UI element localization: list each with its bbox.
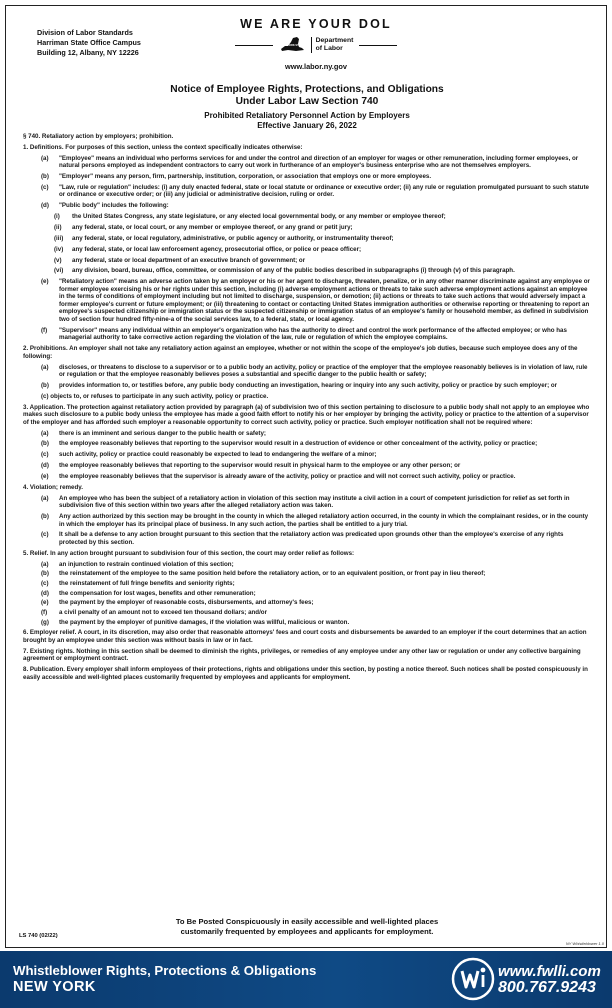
address-line: Building 12, Albany, NY 12226 <box>37 48 139 57</box>
paragraph-3b: (b) the employee reasonably believes that reporting to the supervisor would result in a destruction of evidence or other concealment of the activity, policy or practice; <box>41 440 538 448</box>
notice-subtitle: Under Labor Law Section 740 <box>235 96 379 107</box>
address-line: Harriman State Office Campus <box>37 38 141 47</box>
paragraph-5d: (d) the compensation for lost wages, benefits and other remuneration; <box>41 589 256 597</box>
notice-title: Notice of Employee Rights, Protections, and Obligations <box>170 84 444 95</box>
rule-right <box>359 45 397 46</box>
subparagraph-iv: (iv) any federal, state, or local law enforcement agency, prosecutorial office, or police or peace officer; <box>54 245 362 253</box>
slogan: WE ARE YOUR DOL <box>240 17 392 31</box>
dol-masthead <box>216 17 416 71</box>
subdivision-7: 7. Existing rights. Nothing in this section shall be deemed to diminish the rights, privileges, or remedies of any employee under any other law or regulation or under any collective bargaining agreement or employment contract. <box>23 647 581 663</box>
paragraph-5a: (a) an injunction to restrain continued violation of this section; <box>41 560 234 568</box>
subdivision-8: 8. Publication. Every employer shall inform employees of their protections, rights and obligations under this section, by posting a notice thereof. Such notices shall be posted conspicuously in easily accessible and well-lighted places customarily frequented by employees and applicants for employment. <box>23 666 588 681</box>
banner-state: NEW YORK <box>13 979 96 995</box>
subdivision-5: 5. Relief. In any action brought pursuant to subdivision four of this section, the court may order relief as follows: <box>23 549 355 557</box>
posting-requirement <box>6 917 608 937</box>
paragraph-3a: (a) there is an imminent and serious danger to the public health or safety; <box>41 429 266 437</box>
fwlli-website-link[interactable]: www.fwlli.com <box>498 963 601 980</box>
notice-topic: Prohibited Retaliatory Personnel Action by Employers <box>204 111 410 120</box>
dept-line: Department <box>315 37 354 45</box>
paragraph-5f: (f) a civil penalty of an amount not to exceed ten thousand dollars; and/or <box>41 608 267 616</box>
division-address <box>37 28 141 58</box>
paragraph-3d: (d) the employee reasonably believes that reporting to the supervisor would result in physical harm to the employee or any other person; or <box>41 462 461 470</box>
footer-banner <box>0 951 612 1008</box>
dept-line: of Labor <box>315 45 343 52</box>
subparagraph-vi: (vi) any division, board, bureau, office, committee, or commission of any of the public bodies described in subparagraphs (i) through (v) of this paragraph. <box>54 267 515 275</box>
posting-line: customarily frequented by employees and applicants for employment. <box>180 927 434 936</box>
paragraph-1d: (d) "Public body" includes the following: <box>41 202 169 210</box>
fwlli-logo-icon <box>450 957 496 1001</box>
dol-logo <box>216 36 416 54</box>
subdivision-1: 1. Definitions. For purposes of this section, unless the context specifically indicates otherwise: <box>23 143 303 151</box>
posting-line: To Be Posted Conspicuously in easily accessible and well-lighted places <box>175 917 439 926</box>
subparagraph-iii: (iii) any federal, state, or local regulatory, administrative, or public agency or authority, or instrumentality thereof; <box>54 234 394 242</box>
subdivision-6: 6. Employer relief. A court, in its discretion, may also order that reasonable attorneys' fees and court costs and disbursements be awarded to an employer if the court determines that an action brought by an employee under this section was without basis in law or in fact. <box>23 629 587 644</box>
fwlli-phone-number[interactable]: 800.767.9243 <box>498 979 596 996</box>
dol-website-link[interactable]: www.labor.ny.gov <box>284 62 347 71</box>
section-heading: § 740. Retaliatory action by employers; prohibition. <box>23 133 174 140</box>
subparagraph-v: (v) any federal, state or local department of an executive branch of government; or <box>54 256 306 264</box>
paragraph-5g: (g) the payment by the employer of punitive damages, if the violation was willful, malicious or wanton. <box>41 618 350 626</box>
notice-titles <box>6 84 608 131</box>
paragraph-1c: (c) "Law, rule or regulation" includes: (i) any duly enacted federal, state or local statute or ordinance or executive order; (ii) any rule or regulation promulgated pursuant to such statute or ordinance or executive order; or (iii) any judicial or administrative decision, ruling or order. <box>41 183 589 199</box>
paragraph-4c: (c) It shall be a defense to any action brought pursuant to this section that the retaliatory action was predicated upon grounds other than the employee's exercise of any rights protected by this section. <box>41 531 564 546</box>
paragraph-4b: (b) Any action authorized by this section may be brought in the county in which the alleged retaliatory action occurred, in the county in which the complainant resides, or in the county in which the employer has its principal place of business. In any such action, the parties shall be entitled to a jury trial. <box>41 513 589 528</box>
form-number: LS 740 (02/22) <box>19 933 58 939</box>
paragraph-2b: (b) provides information to, or testifies before, any public body conducting an investigation, hearing or inquiry into any such activity, policy or practice by such employer; or <box>41 381 558 389</box>
paragraph-4a: (a) An employee who has been the subject of a retaliatory action in violation of this section may institute a civil action in a court of competent jurisdiction for relief as set forth in subdivision five of this section within two years after the alleged retaliatory action was taken. <box>41 494 570 510</box>
subdivision-4: 4. Violation; remedy. <box>23 483 83 491</box>
state-label: NEW YORK STATE <box>280 44 304 47</box>
paragraph-3c: (c) such activity, policy or practice could reasonably be expected to lead to endangering the welfare of a minor; <box>41 451 377 459</box>
paragraph-1e: (e) "Retaliatory action" means an adverse action taken by an employer or his or her agent to discharge, threaten, penalize, or in any other manner discriminate against any employee or former employee exercising his or her rights under this section, including (i) adverse employment actions or threats to take such adverse employment actions against an employee in the terms of conditions of employment including but not limited to discharge, suspension, or demotion; (ii) actions or threats to take such actions that would adversely impact a former employee's current or future employment; or (iii) threatening to contact or contacting United States immigration authorities or otherwise reporting or threatening to report an employee's suspected citizenship or immigration status or the suspected citizenship or immigration status of an employee's family or household member, as defined in subdivision two of section four hundred fifty-nine-a of the social services law, to a federal, state, or local agency. <box>41 278 590 323</box>
new-york-state-icon <box>279 36 305 54</box>
paragraph-5c: (c) the reinstatement of full fringe benefits and seniority rights; <box>41 579 235 587</box>
statute-text <box>23 133 592 685</box>
paragraph-3e: (e) the employee reasonably believes that the supervisor is already aware of the activity, policy or practice and will not correct such activity, policy or practice. <box>41 472 516 480</box>
paragraph-2c: (c) objects to, or refuses to participate in any such activity, policy or practice. <box>41 392 269 400</box>
paragraph-1a: (a) "Employee" means an individual who performs services for and under the control and direction of an employer for wages or other remuneration, including former employees, or natural persons employed as independent contractors to carry out work in furtherance of an employer's business enterprise who are not themselves employers. <box>41 154 579 170</box>
paragraph-1b: (b) "Employer" means any person, firm, partnership, institution, corporation, or association that employs one or more employees. <box>41 173 432 181</box>
rule-left <box>235 45 273 46</box>
poster-credit: NY Whistleblower 1.0 <box>565 941 604 946</box>
subdivision-2: 2. Prohibitions. An employer shall not take any retaliatory action against an employee, whether or not within the scope of the employee's job duties, because such employee does any of the following: <box>23 345 578 360</box>
paragraph-5e: (e) the payment by the employer of reasonable costs, disbursements, and attorney's fees; <box>41 599 314 607</box>
paragraph-1f: (f) "Supervisor" means any individual within an employer's organization who has the authority to direct and control the work performance of the affected employee; or who has managerial authority to take corrective action regarding the violation of the law, rule or regulation of which the employee complains. <box>41 326 567 342</box>
paragraph-5b: (b) the reinstatement of the employee to the same position held before the retaliatory action, or to an equivalent position, or front pay in lieu thereof; <box>41 570 486 578</box>
subparagraph-i: (i) the United States Congress, any state legislature, or any elected local governmental body, or any member or employee thereof; <box>54 213 446 221</box>
subparagraph-ii: (ii) any federal, state, or local court, or any member or employee thereof, or any grand or petit jury; <box>54 224 353 231</box>
subdivision-3: 3. Application. The protection against retaliatory action provided by paragraph (a) of subdivision two of this section pertaining to disclosure to a public body shall not apply to an employee who makes such disclosure to a public body unless the employee has made a good faith effort to notify his or her employer by bringing the activity, policy or practice to the attention of a supervisor of the employer and has afforded such employer a reasonable opportunity to correct such activity, policy or practice. Such employer notification shall not be required where: <box>23 403 590 426</box>
effective-date: Effective January 26, 2022 <box>257 121 357 130</box>
poster <box>5 5 607 948</box>
paragraph-2a: (a) discloses, or threatens to disclose to a supervisor or to a public body an activity, policy or practice of the employer that the employee reasonably believes is in violation of law, rule or regulation or that the employee reasonably believes poses a substantial and specific danger to the public health or safety; <box>41 363 588 379</box>
department-name <box>311 37 354 52</box>
address-line: Division of Labor Standards <box>37 28 133 37</box>
banner-title: Whistleblower Rights, Protections & Obligations <box>13 963 317 978</box>
